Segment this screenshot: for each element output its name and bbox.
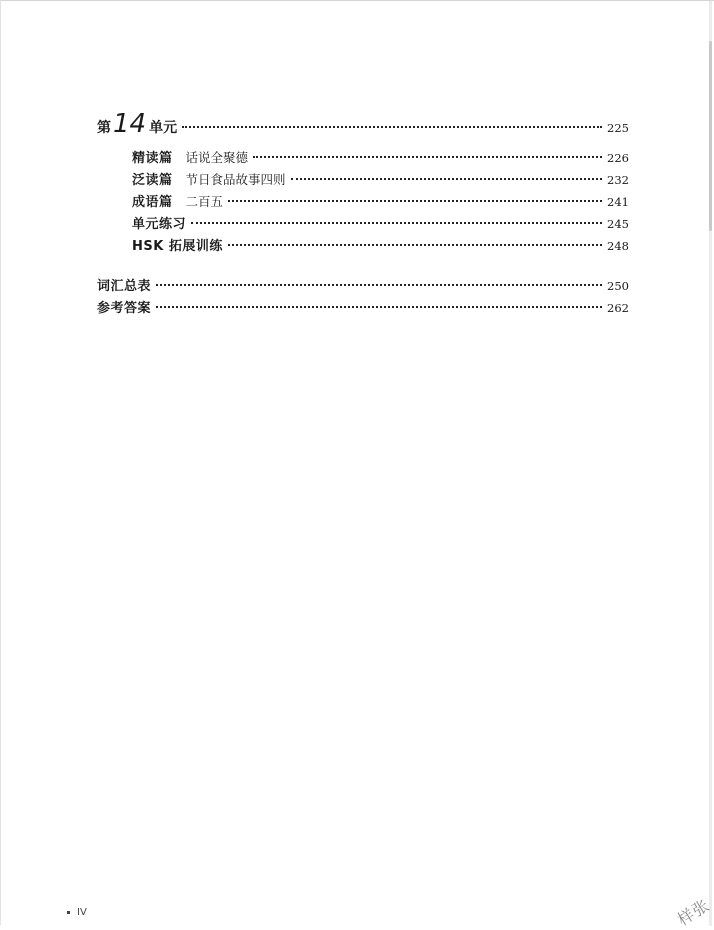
unit-number: 14 (113, 109, 147, 139)
page-number: 245 (607, 217, 629, 231)
page-number: 250 (607, 279, 629, 293)
dot-leader (156, 306, 602, 308)
dot-leader (228, 244, 602, 246)
dot-leader (228, 200, 602, 202)
page-number: 241 (607, 195, 629, 209)
unit-suffix: 单元 (149, 120, 178, 136)
section-label: HSK 拓展训练 (132, 239, 223, 254)
dot-leader (253, 156, 602, 158)
dot-leader (156, 284, 602, 286)
page-number: 248 (607, 239, 629, 253)
scrollbar-thumb[interactable] (709, 41, 712, 231)
page-number: 232 (607, 173, 629, 187)
sample-watermark: 样张 (674, 895, 713, 930)
toc-section-entry[interactable] (132, 213, 629, 233)
appendix-label: 参考答案 (97, 301, 152, 316)
toc-section-entry[interactable] (132, 147, 629, 167)
unit-heading (97, 111, 177, 137)
section-label: 单元练习 (132, 217, 187, 232)
section-title: 节日食品故事四则 (185, 172, 286, 187)
dot-leader (291, 178, 603, 180)
section-label: 精读篇 (132, 151, 173, 166)
section-label: 泛读篇 (132, 173, 173, 188)
toc-section-entry[interactable] (132, 169, 629, 189)
toc-section-entry[interactable] (132, 235, 629, 255)
appendix-label: 词汇总表 (97, 279, 152, 294)
page-number: 225 (607, 121, 629, 135)
page-number: 226 (607, 151, 629, 165)
section-title: 话说全聚德 (185, 150, 249, 165)
dot-leader (182, 126, 602, 128)
toc-appendix-entry[interactable] (97, 297, 629, 317)
page-footer (67, 907, 87, 918)
section-title: 二百五 (185, 194, 224, 209)
toc-appendix-entry[interactable] (97, 275, 629, 295)
footer-page-number: IV (77, 907, 87, 918)
toc-section-entry[interactable] (132, 191, 629, 211)
section-label: 成语篇 (132, 195, 173, 210)
page-number: 262 (607, 301, 629, 315)
toc-unit-entry[interactable] (97, 109, 629, 139)
footer-marker (67, 911, 70, 914)
dot-leader (191, 222, 602, 224)
unit-prefix: 第 (97, 120, 111, 136)
